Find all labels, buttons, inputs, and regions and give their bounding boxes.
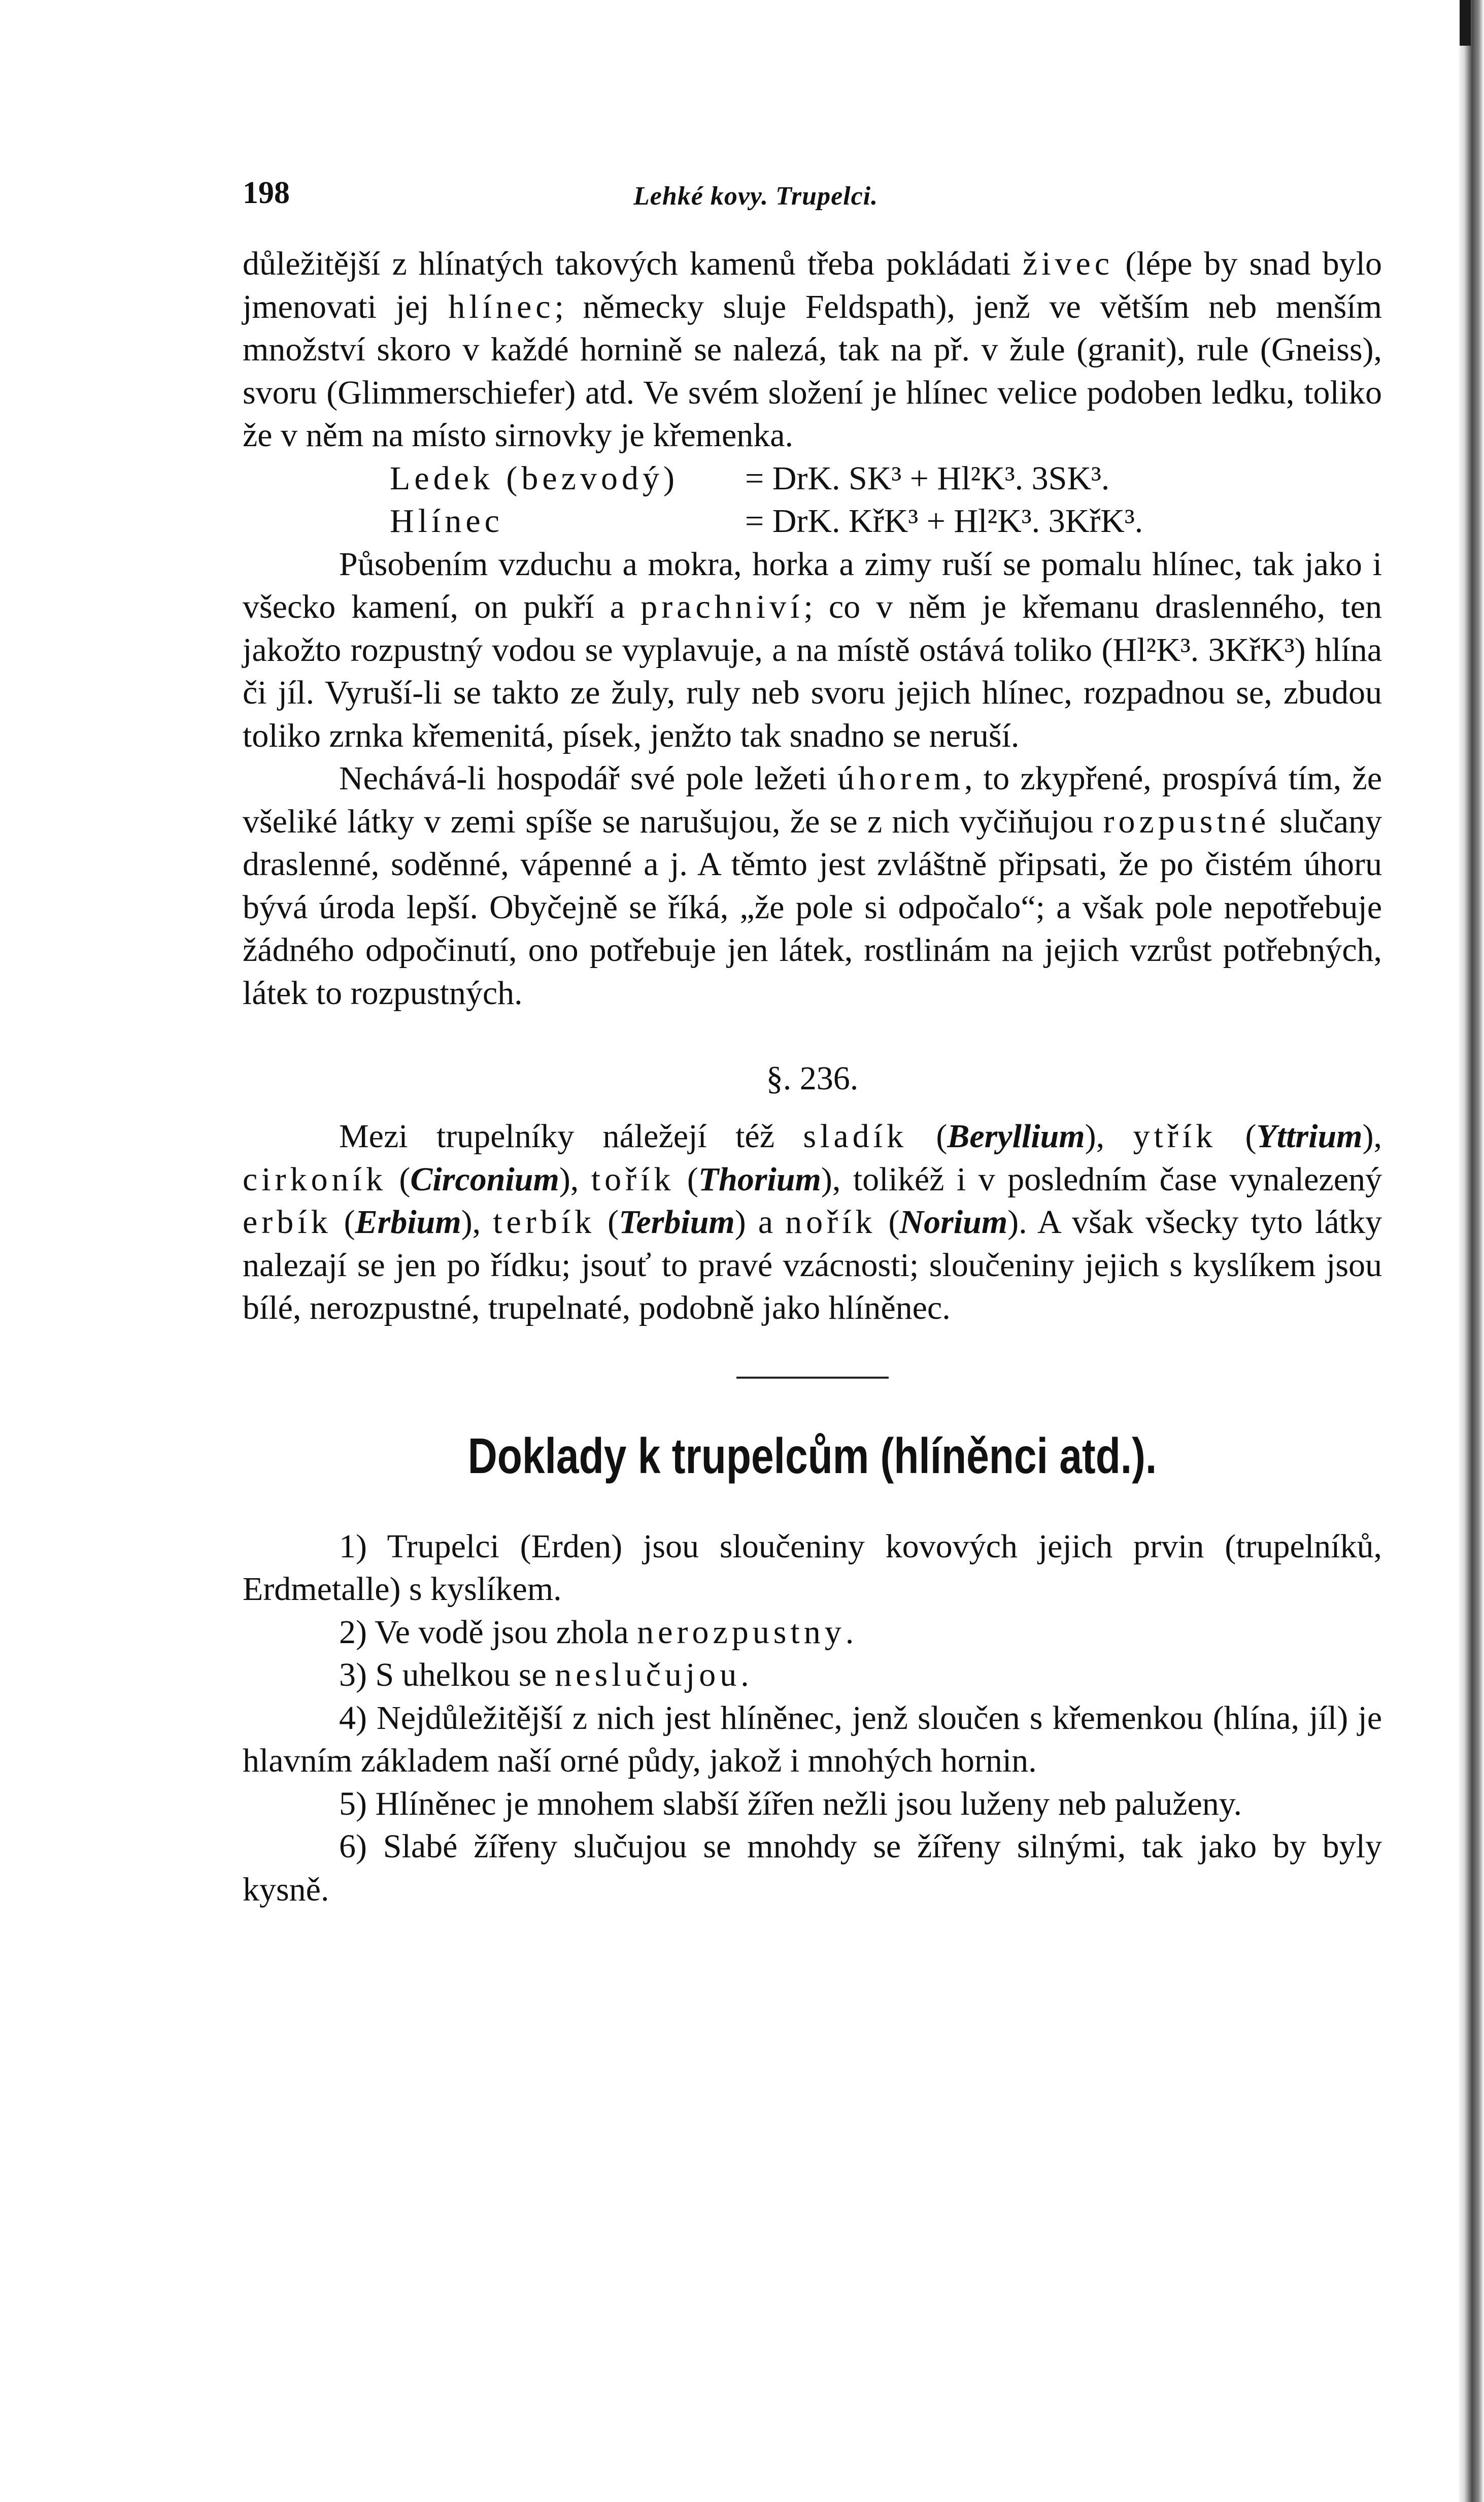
list-item: 1) Trupelci (Erden) jsou sloučeniny kovových jejich prvin (trupelníků, Erdmetalle) s kyslíkem. (243, 1527, 1382, 1608)
list-item: 4) Nejdůležitější z nich jest hlíněnec, jenž sloučen s křemenkou (hlína, jíl) je hlavním základem naší orné půdy, jakož i mnohých hornin. (243, 1699, 1382, 1779)
latin-name: Yttrium (1256, 1118, 1363, 1155)
section-mark: §. 236. (766, 1060, 859, 1097)
spaced-term: živec (1022, 245, 1114, 282)
latin-name: Erbium (355, 1204, 461, 1241)
latin-name: Beryllium (947, 1118, 1085, 1155)
list-item: 6) Slabé žířeny slučujou se mnohdy se žířeny silnými, tak jako by byly kysně. (243, 1828, 1382, 1908)
paragraph-mezi-trupelniky (243, 1115, 1382, 1330)
formula-text: = DrK. KřK³ + Hl²K³. 3KřK³. (745, 503, 1143, 540)
text-run: ). A však všecky tyto látky nalezají se jen po řídku; jsouť to pravé vzácnosti; sloučeniny jejich s kyslíkem jsou bílé, nerozpustné, trupelnaté, podobně jako hlíněnec. (243, 1204, 1382, 1326)
text-run: Působením vzduchu a mokra, horka a zimy ruší se pomalu hlínec, tak jako i všecko kamení, on pukří a (243, 545, 1382, 625)
text-run: ; co v něm je křemanu draslenného, ten jakožto rozpustný vodou se vyplavuje, a na místě ostává toliko (Hl²K³. 3KřK³) hlína či jíl. Vyruší-li se takto ze žuly, ruly neb svoru jejich hlínec, rozpadnou se, zbudou toliko zrnka křemenitá, písek, jenžto tak snadno se neruší. (243, 588, 1382, 754)
text-run: ), tolikéž i v posledním čase vynalezený (821, 1160, 1382, 1198)
text-run: . (740, 1656, 749, 1693)
text-run: ( (386, 1160, 411, 1198)
spaced-term: nořík (785, 1204, 876, 1241)
paragraph-nechava (243, 757, 1382, 1015)
formula-name: Ledek (bezvodý) (390, 459, 679, 497)
text-run: . (845, 1613, 854, 1651)
latin-name: Terbium (619, 1204, 735, 1241)
spaced-term: nerozpustny (637, 1613, 846, 1651)
text-run: ), (461, 1204, 493, 1241)
scan-edge (1458, 0, 1484, 2502)
page-number: 198 (243, 176, 290, 210)
text-run: ( (674, 1160, 698, 1198)
formula-ledek (243, 457, 1382, 501)
text-run: 2) Ve vodě jsou zhola (339, 1613, 637, 1651)
text-run: ( (907, 1118, 948, 1155)
text-run: slučany draslenné, soděnné, vápenné a j. A těmto jest zvláštně připsati, že po čistém úhoru bývá úroda lepší. Obyčejně se říká, „že pole si odpočalo“; a však pole nepotřebuje žádného odpočinutí, ono potřebuje jen látek, rostlinám na jejich vzrůst potřebných, látek to rozpustných. (243, 803, 1382, 1012)
spaced-term: ytřík (1133, 1118, 1217, 1155)
spaced-term: erbík (243, 1204, 332, 1241)
text-run: ; německy sluje Feldspath), jenž ve větším neb menším množství skoro v každé hornině se nalezá, tak na př. v žule (granit), rule (Gneiss), svoru (Glimmerschiefer) atd. Ve svém složení je hlínec velice podoben ledku, toliko že v něm na místo sirnovky je křemenka. (243, 288, 1382, 454)
formula-text: = DrK. SK³ + Hl²K³. 3SK³. (745, 459, 1110, 497)
spaced-term: prachniví (640, 588, 804, 625)
text-run: , to zkypřené, prospívá tím, že všeliké látky v zemi spíše se narušujou, že se z nich vyčiňujou (243, 760, 1382, 840)
text-run: (lépe by snad bylo jmenovati jej (243, 245, 1382, 325)
spaced-term: neslučujou (555, 1656, 741, 1693)
text-run: ( (876, 1204, 900, 1241)
page-body (243, 243, 1382, 1911)
latin-name: Thorium (698, 1160, 821, 1198)
section-heading: Doklady k trupelcům (hlíněnci atd.). (467, 1427, 1157, 1484)
latin-name: Norium (899, 1204, 1008, 1241)
formula-hlinec (243, 500, 1382, 543)
latin-name: Circonium (410, 1160, 559, 1198)
text-run: Nechává-li hospodář své pole ležeti (339, 760, 838, 797)
page-header (243, 175, 1382, 226)
text-run: ), (1085, 1118, 1133, 1155)
divider-rule (736, 1377, 889, 1379)
text-run: důležitější z hlínatých takových kamenů třeba pokládati (243, 245, 1023, 282)
formula-name: Hlínec (390, 503, 503, 540)
spaced-term: úhorem (837, 760, 964, 797)
text-run: Mezi trupelníky náležejí též (339, 1118, 803, 1155)
text-run: ) a (734, 1204, 786, 1241)
scan-edge-mark (1460, 0, 1471, 46)
spaced-term: tořík (591, 1160, 675, 1198)
text-run: ( (1217, 1118, 1257, 1155)
spaced-term: sladík (803, 1118, 907, 1155)
list-item: 5) Hlíněnec je mnohem slabší žířen nežli jsou luženy neb paluženy. (339, 1785, 1242, 1822)
text-run: ), (559, 1160, 591, 1198)
spaced-term: terbík (493, 1204, 596, 1241)
spaced-term: cirkoník (243, 1160, 387, 1198)
paragraph-pusobenim (243, 543, 1382, 758)
paragraph-zivec (243, 243, 1382, 457)
text-run: 3) S uhelkou se (339, 1656, 555, 1693)
spaced-term: rozpustné (1103, 803, 1270, 840)
running-title: Lehké kovy. Trupelci. (633, 182, 879, 211)
list-item (243, 1654, 1382, 1697)
text-run: ), (1362, 1118, 1382, 1155)
spaced-term: hlínec (448, 288, 555, 325)
list-item (243, 1611, 1382, 1654)
text-run: ( (331, 1204, 355, 1241)
text-run: ( (595, 1204, 619, 1241)
numbered-list (243, 1525, 1382, 1912)
